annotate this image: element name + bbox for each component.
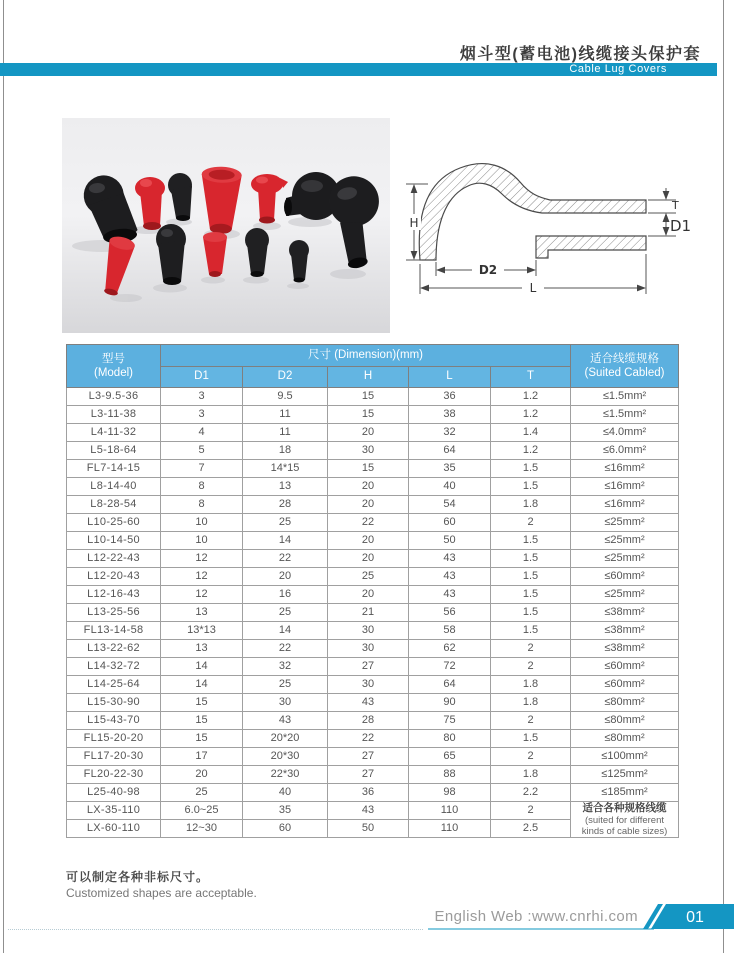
dim-cell: 1.8 (491, 766, 571, 784)
dim-cell: 90 (409, 694, 491, 712)
dim-cell: 30 (328, 640, 409, 658)
dim-cell: 27 (328, 766, 409, 784)
model-cell: FL13-14-58 (67, 622, 161, 640)
dim-cell: 36 (409, 388, 491, 406)
dim-cell: 80 (409, 730, 491, 748)
dim-cell: 2.5 (491, 820, 571, 838)
suited-cell: ≤16mm² (571, 478, 679, 496)
dim-cell: 2 (491, 658, 571, 676)
dim-cell: 13 (161, 640, 243, 658)
dim-cell: 2 (491, 712, 571, 730)
table-row (67, 550, 679, 568)
model-cell: L14-32-72 (67, 658, 161, 676)
dim-cell: 20*30 (243, 748, 328, 766)
dim-cell: 12~30 (161, 820, 243, 838)
suited-cell: ≤25mm² (571, 532, 679, 550)
dim-cell: 1.2 (491, 442, 571, 460)
dim-cell: 16 (243, 586, 328, 604)
table-row (67, 784, 679, 802)
model-cell: FL20-22-30 (67, 766, 161, 784)
dim-cell: 1.5 (491, 460, 571, 478)
product-photo (62, 118, 390, 333)
dim-cell: 1.5 (491, 568, 571, 586)
page-title: 烟斗型(蓄电池)线缆接头保护套 (459, 46, 701, 63)
table-row (67, 802, 679, 820)
table-row (67, 712, 679, 730)
dim-cell: 25 (328, 568, 409, 586)
dim-cell: 28 (328, 712, 409, 730)
dim-cell: 3 (161, 388, 243, 406)
col-header-suited-en: (Suited Cabled) (584, 367, 665, 379)
dimension-diagram-image (398, 142, 720, 300)
dim-cell: 35 (243, 802, 328, 820)
dim-cell: 35 (409, 460, 491, 478)
col-header-d2: D2 (243, 367, 328, 388)
dim-cell: 22 (243, 640, 328, 658)
model-cell: L13-22-62 (67, 640, 161, 658)
dim-cell: 9.5 (243, 388, 328, 406)
dim-cell: 40 (243, 784, 328, 802)
model-cell: L8-28-54 (67, 496, 161, 514)
table-row (67, 460, 679, 478)
page-number-flag (642, 904, 734, 929)
table-row (67, 748, 679, 766)
dim-cell: 43 (409, 568, 491, 586)
suited-cell: ≤80mm² (571, 694, 679, 712)
dim-cell: 20 (328, 532, 409, 550)
dim-cell: 30 (328, 442, 409, 460)
table-row (67, 442, 679, 460)
dim-cell: 50 (328, 820, 409, 838)
footer-web-text: English Web :www.cnrhi.com (434, 908, 638, 925)
dim-cell: 10 (161, 514, 243, 532)
suited-cell: ≤100mm² (571, 748, 679, 766)
dim-cell: 12 (161, 586, 243, 604)
dim-cell: 38 (409, 406, 491, 424)
product-photo-image (62, 118, 390, 333)
dim-cell: 14 (243, 622, 328, 640)
dim-label-d1: D1 (670, 217, 692, 235)
dim-cell: 56 (409, 604, 491, 622)
suited-cell: ≤125mm² (571, 766, 679, 784)
dim-cell: 20 (328, 586, 409, 604)
left-page-rule (3, 0, 4, 953)
dim-cell: 43 (243, 712, 328, 730)
table-row (67, 676, 679, 694)
suited-cell: ≤25mm² (571, 586, 679, 604)
table-row (67, 406, 679, 424)
dim-cell: 64 (409, 442, 491, 460)
model-cell: L5-18-64 (67, 442, 161, 460)
dim-label-h: H (409, 216, 419, 230)
model-cell: L10-14-50 (67, 532, 161, 550)
dim-cell: 62 (409, 640, 491, 658)
dim-cell: 20 (328, 496, 409, 514)
dim-cell: 43 (328, 802, 409, 820)
table-row (67, 424, 679, 442)
dim-cell: 88 (409, 766, 491, 784)
dim-cell: 2 (491, 748, 571, 766)
dim-cell: 1.5 (491, 478, 571, 496)
model-cell: L3-11-38 (67, 406, 161, 424)
model-cell: L12-20-43 (67, 568, 161, 586)
model-cell: LX-60-110 (67, 820, 161, 838)
dim-cell: 43 (328, 694, 409, 712)
suited-cell: ≤4.0mm² (571, 424, 679, 442)
dim-cell: 30 (328, 676, 409, 694)
col-header-suited-cn: 适合线缆规格 (590, 352, 659, 365)
suited-cell: ≤60mm² (571, 568, 679, 586)
right-page-rule (723, 0, 724, 953)
suited-cell: ≤1.5mm² (571, 406, 679, 424)
dim-cell: 58 (409, 622, 491, 640)
col-header-dimension: 尺寸 (Dimension)(mm) (161, 345, 571, 367)
model-cell: FL17-20-30 (67, 748, 161, 766)
dim-cell: 13*13 (161, 622, 243, 640)
cross-section-lower (536, 236, 646, 258)
dim-cell: 22 (243, 550, 328, 568)
model-cell: L8-14-40 (67, 478, 161, 496)
dim-cell: 5 (161, 442, 243, 460)
footer-web-underline (428, 928, 654, 930)
dim-cell: 4 (161, 424, 243, 442)
dim-cell: 1.2 (491, 406, 571, 424)
dim-cell: 15 (161, 694, 243, 712)
dim-cell: 13 (161, 604, 243, 622)
spec-table (66, 344, 679, 838)
suited-cell: ≤16mm² (571, 460, 679, 478)
table-row (67, 388, 679, 406)
dim-cell: 40 (409, 478, 491, 496)
suited-cell: ≤185mm² (571, 784, 679, 802)
dim-cell: 32 (243, 658, 328, 676)
dim-cell: 27 (328, 658, 409, 676)
dim-label-d2: D2 (478, 263, 498, 277)
dim-cell: 64 (409, 676, 491, 694)
dim-cell: 14*15 (243, 460, 328, 478)
dim-cell: 25 (161, 784, 243, 802)
dim-cell: 21 (328, 604, 409, 622)
dim-cell: 72 (409, 658, 491, 676)
dim-cell: 1.5 (491, 730, 571, 748)
dim-cell: 20 (328, 478, 409, 496)
suited-merged-cell: 适合各种规格线缆 (suited for different kinds of cable sizes) (571, 802, 679, 838)
model-cell: L10-25-60 (67, 514, 161, 532)
dim-cell: 2 (491, 640, 571, 658)
header-subtitle-en: Cable Lug Covers (569, 63, 667, 75)
suited-cell: ≤80mm² (571, 730, 679, 748)
dim-cell: 12 (161, 568, 243, 586)
dim-cell: 27 (328, 748, 409, 766)
dim-cell: 14 (161, 658, 243, 676)
col-header-model-en: (Model) (94, 367, 133, 379)
dim-cell: 11 (243, 406, 328, 424)
dim-cell: 3 (161, 406, 243, 424)
dim-cell: 20*20 (243, 730, 328, 748)
dim-cell: 22 (328, 730, 409, 748)
dim-cell: 110 (409, 820, 491, 838)
dim-cell: 54 (409, 496, 491, 514)
table-row (67, 568, 679, 586)
dim-label-t: T (672, 199, 679, 212)
dimension-diagram (398, 142, 720, 300)
model-cell: FL7-14-15 (67, 460, 161, 478)
custom-note-en: Customized shapes are acceptable. (66, 886, 257, 900)
suited-cell: ≤25mm² (571, 514, 679, 532)
dim-cell: 14 (243, 532, 328, 550)
dim-cell: 1.5 (491, 532, 571, 550)
model-cell: L3-9.5-36 (67, 388, 161, 406)
dim-cell: 43 (409, 586, 491, 604)
col-header-model-cn: 型号 (102, 352, 125, 365)
dim-cell: 20 (161, 766, 243, 784)
model-cell: L25-40-98 (67, 784, 161, 802)
header-accent-bar (0, 63, 717, 76)
dim-cell: 1.5 (491, 550, 571, 568)
dim-cell: 8 (161, 478, 243, 496)
custom-note (66, 868, 257, 900)
dim-cell: 98 (409, 784, 491, 802)
dim-cell: 13 (243, 478, 328, 496)
dim-cell: 60 (243, 820, 328, 838)
dim-cell: 1.8 (491, 676, 571, 694)
model-cell: L15-43-70 (67, 712, 161, 730)
dim-cell: 1.8 (491, 496, 571, 514)
suited-cell: ≤38mm² (571, 622, 679, 640)
dim-cell: 15 (328, 388, 409, 406)
table-row (67, 730, 679, 748)
col-header-h: H (328, 367, 409, 388)
model-cell: LX-35-110 (67, 802, 161, 820)
table-row (67, 478, 679, 496)
table-row (67, 514, 679, 532)
table-row (67, 532, 679, 550)
dim-cell: 1.5 (491, 622, 571, 640)
suited-cell: ≤60mm² (571, 676, 679, 694)
dim-cell: 36 (328, 784, 409, 802)
table-row (67, 496, 679, 514)
dim-cell: 30 (328, 622, 409, 640)
dim-cell: 7 (161, 460, 243, 478)
dim-cell: 18 (243, 442, 328, 460)
dim-cell: 22 (328, 514, 409, 532)
table-row (67, 604, 679, 622)
model-cell: L12-16-43 (67, 586, 161, 604)
dim-cell: 25 (243, 676, 328, 694)
suited-cell: ≤60mm² (571, 658, 679, 676)
dim-cell: 20 (328, 424, 409, 442)
dim-cell: 28 (243, 496, 328, 514)
table-row (67, 622, 679, 640)
suited-cell: ≤38mm² (571, 604, 679, 622)
custom-note-cn: 可以制定各种非标尺寸。 (66, 870, 210, 884)
dim-cell: 2 (491, 802, 571, 820)
dim-cell: 2 (491, 514, 571, 532)
page-footer (0, 900, 734, 940)
table-row (67, 658, 679, 676)
dim-cell: 32 (409, 424, 491, 442)
model-cell: L13-25-56 (67, 604, 161, 622)
col-header-d1: D1 (161, 367, 243, 388)
col-header-l: L (409, 367, 491, 388)
model-cell: L4-11-32 (67, 424, 161, 442)
dim-cell: 30 (243, 694, 328, 712)
suited-cell: ≤1.5mm² (571, 388, 679, 406)
suited-cell: ≤25mm² (571, 550, 679, 568)
dim-cell: 6.0~25 (161, 802, 243, 820)
dim-cell: 50 (409, 532, 491, 550)
dim-cell: 15 (161, 730, 243, 748)
page-number: 01 (686, 909, 704, 926)
dim-cell: 25 (243, 604, 328, 622)
dim-cell: 11 (243, 424, 328, 442)
dim-cell: 1.2 (491, 388, 571, 406)
table-row (67, 586, 679, 604)
dim-cell: 1.5 (491, 586, 571, 604)
dim-cell: 10 (161, 532, 243, 550)
dim-cell: 22*30 (243, 766, 328, 784)
model-cell: L12-22-43 (67, 550, 161, 568)
col-header-model (67, 345, 161, 388)
dim-cell: 14 (161, 676, 243, 694)
dim-cell: 1.5 (491, 604, 571, 622)
dim-cell: 15 (328, 406, 409, 424)
dim-cell: 1.4 (491, 424, 571, 442)
table-row (67, 694, 679, 712)
suited-cell: ≤16mm² (571, 496, 679, 514)
dim-cell: 65 (409, 748, 491, 766)
dim-cell: 43 (409, 550, 491, 568)
dim-cell: 1.8 (491, 694, 571, 712)
dim-cell: 60 (409, 514, 491, 532)
model-cell: L15-30-90 (67, 694, 161, 712)
table-row (67, 766, 679, 784)
model-cell: FL15-20-20 (67, 730, 161, 748)
dim-cell: 25 (243, 514, 328, 532)
footer-dotted-line (8, 929, 423, 930)
dim-cell: 12 (161, 550, 243, 568)
suited-cell: ≤80mm² (571, 712, 679, 730)
dim-cell: 17 (161, 748, 243, 766)
suited-cell: ≤6.0mm² (571, 442, 679, 460)
col-header-t: T (491, 367, 571, 388)
dim-cell: 20 (243, 568, 328, 586)
dim-cell: 110 (409, 802, 491, 820)
dim-cell: 2.2 (491, 784, 571, 802)
dim-cell: 20 (328, 550, 409, 568)
table-row (67, 640, 679, 658)
col-header-suited (571, 345, 679, 388)
dim-cell: 75 (409, 712, 491, 730)
dim-cell: 15 (161, 712, 243, 730)
dim-cell: 15 (328, 460, 409, 478)
model-cell: L14-25-64 (67, 676, 161, 694)
dim-label-l: L (529, 281, 537, 295)
suited-cell: ≤38mm² (571, 640, 679, 658)
dim-cell: 8 (161, 496, 243, 514)
